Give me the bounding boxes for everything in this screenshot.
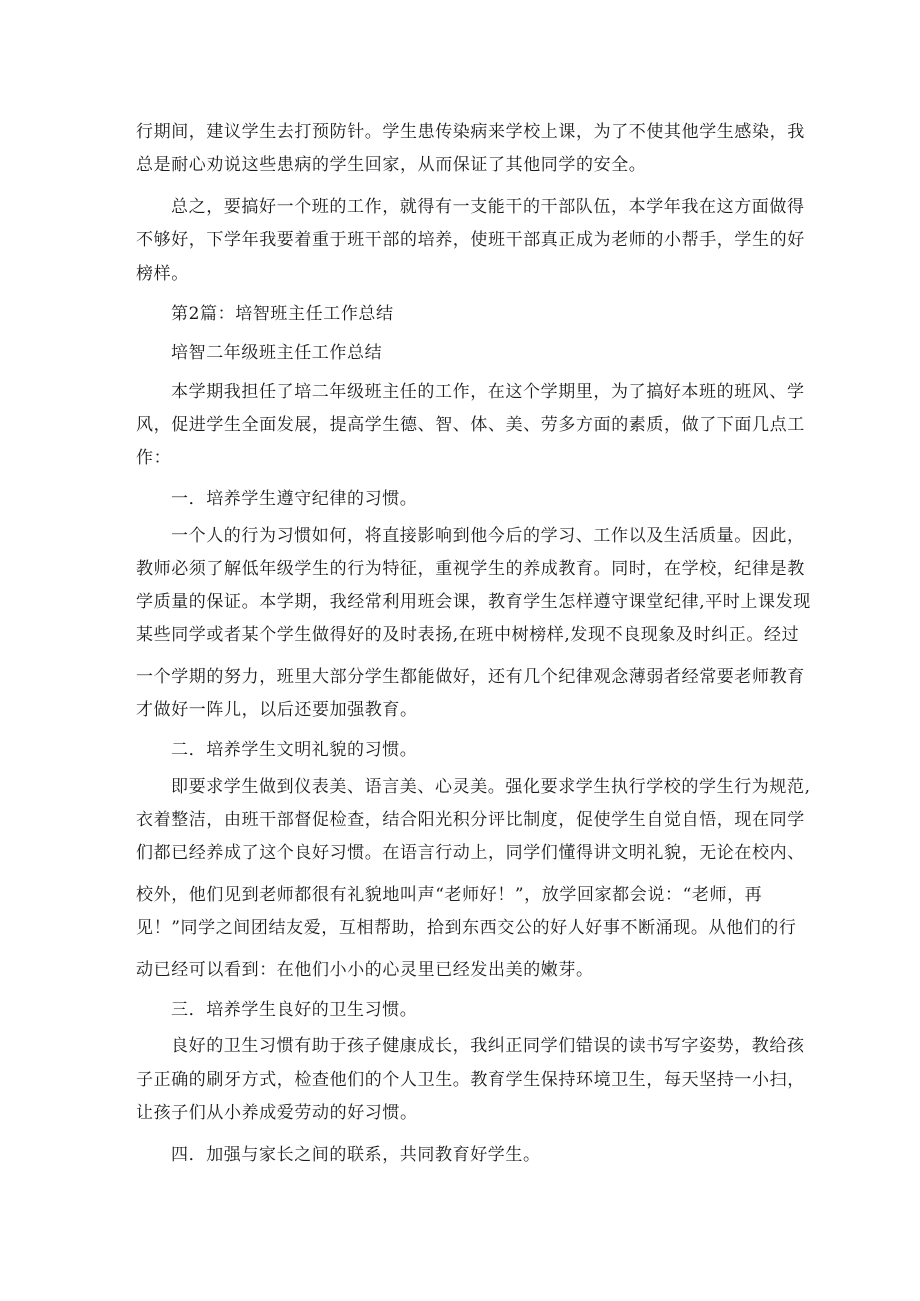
text-line: 子正确的刷牙方式，检查他们的个人卫生。教育学生保持环境卫生，每天坚持一小扫， (136, 1070, 805, 1090)
text-line: 们都已经养成了这个良好习惯。在语言行动上，同学们懂得讲文明礼貌，无论在校内、 (136, 843, 805, 863)
text-line: 见！”同学之间团结友爱，互相帮助，拾到东西交公的好人好事不断涌现。从他们的行 (136, 918, 797, 938)
section-heading: 二．培养学生文明礼貌的习惯。 (171, 740, 418, 760)
text-line: 即要求学生做到仪表美、语言美、心灵美。强化要求学生执行学校的学生行为规范, (171, 777, 811, 797)
document-title: 培智二年级班主任工作总结 (171, 343, 383, 363)
text-line: 风，促进学生全面发展，提高学生德、智、体、美、劳多方面的素质，做了下面几点工 (136, 415, 805, 435)
section-heading: 四．加强与家长之间的联系，共同教育好学生。 (171, 1145, 541, 1165)
text-line: 不够好，下学年我要着重于班干部的培养，使班干部真正成为老师的小帮手，学生的好 (136, 230, 805, 250)
text-line: 教师必须了解低年级学生的行为特征，重视学生的养成教育。同时，在学校，纪律是教 (136, 559, 805, 579)
text-line: 一个人的行为习惯如何，将直接影响到他今后的学习、工作以及生活质量。因此， (171, 526, 805, 546)
text-line: 本学期我担任了培二年级班主任的工作，在这个学期里，为了搞好本班的班风、学 (171, 382, 805, 402)
text-line: 衣着整洁，由班干部督促检查，结合阳光积分评比制度，促使学生自觉自悟，现在同学 (136, 810, 805, 830)
text-line: 让孩子们从小养成爱劳动的好习惯。 (136, 1103, 418, 1123)
text-line: 学质量的保证。本学期，我经常利用班会课，教育学生怎样遵守课堂纪律,平时上课发现 (136, 592, 811, 612)
text-line: 良好的卫生习惯有助于孩子健康成长，我纠正同学们错误的读书写字姿势，教给孩 (171, 1036, 805, 1056)
text-line: 总之，要搞好一个班的工作，就得有一支能干的干部队伍，本学年我在这方面做得 (171, 197, 805, 217)
text-line: 校外，他们见到老师都很有礼貌地叫声“老师好！”，放学回家都会说：“老师，再 (136, 885, 763, 905)
text-line: 一个学期的努力，班里大部分学生都能做好，还有几个纪律观念薄弱者经常要老师教育 (136, 667, 805, 687)
text-line: 行期间，建议学生去打预防针。学生患传染病来学校上课，为了不使其他学生感染，我 (136, 122, 805, 142)
text-line: 总是耐心劝说这些患病的学生回家，从而保证了其他同学的安全。 (136, 155, 647, 175)
text-line: 榜样。 (136, 264, 189, 284)
section-heading: 三．培养学生良好的卫生习惯。 (171, 1000, 418, 1020)
text-line: 动已经可以看到：在他们小小的心灵里已经发出美的嫩芽。 (136, 960, 594, 980)
text-line: 某些同学或者某个学生做得好的及时表扬,在班中树榜样,发现不良现象及时纠正。经过 (136, 625, 800, 645)
section-heading: 一．培养学生遵守纪律的习惯。 (171, 489, 418, 509)
section-heading: 第2篇：培智班主任工作总结 (171, 304, 394, 324)
text-line: 才做好一阵儿，以后还要加强教育。 (136, 700, 418, 720)
text-line: 作： (136, 448, 172, 468)
